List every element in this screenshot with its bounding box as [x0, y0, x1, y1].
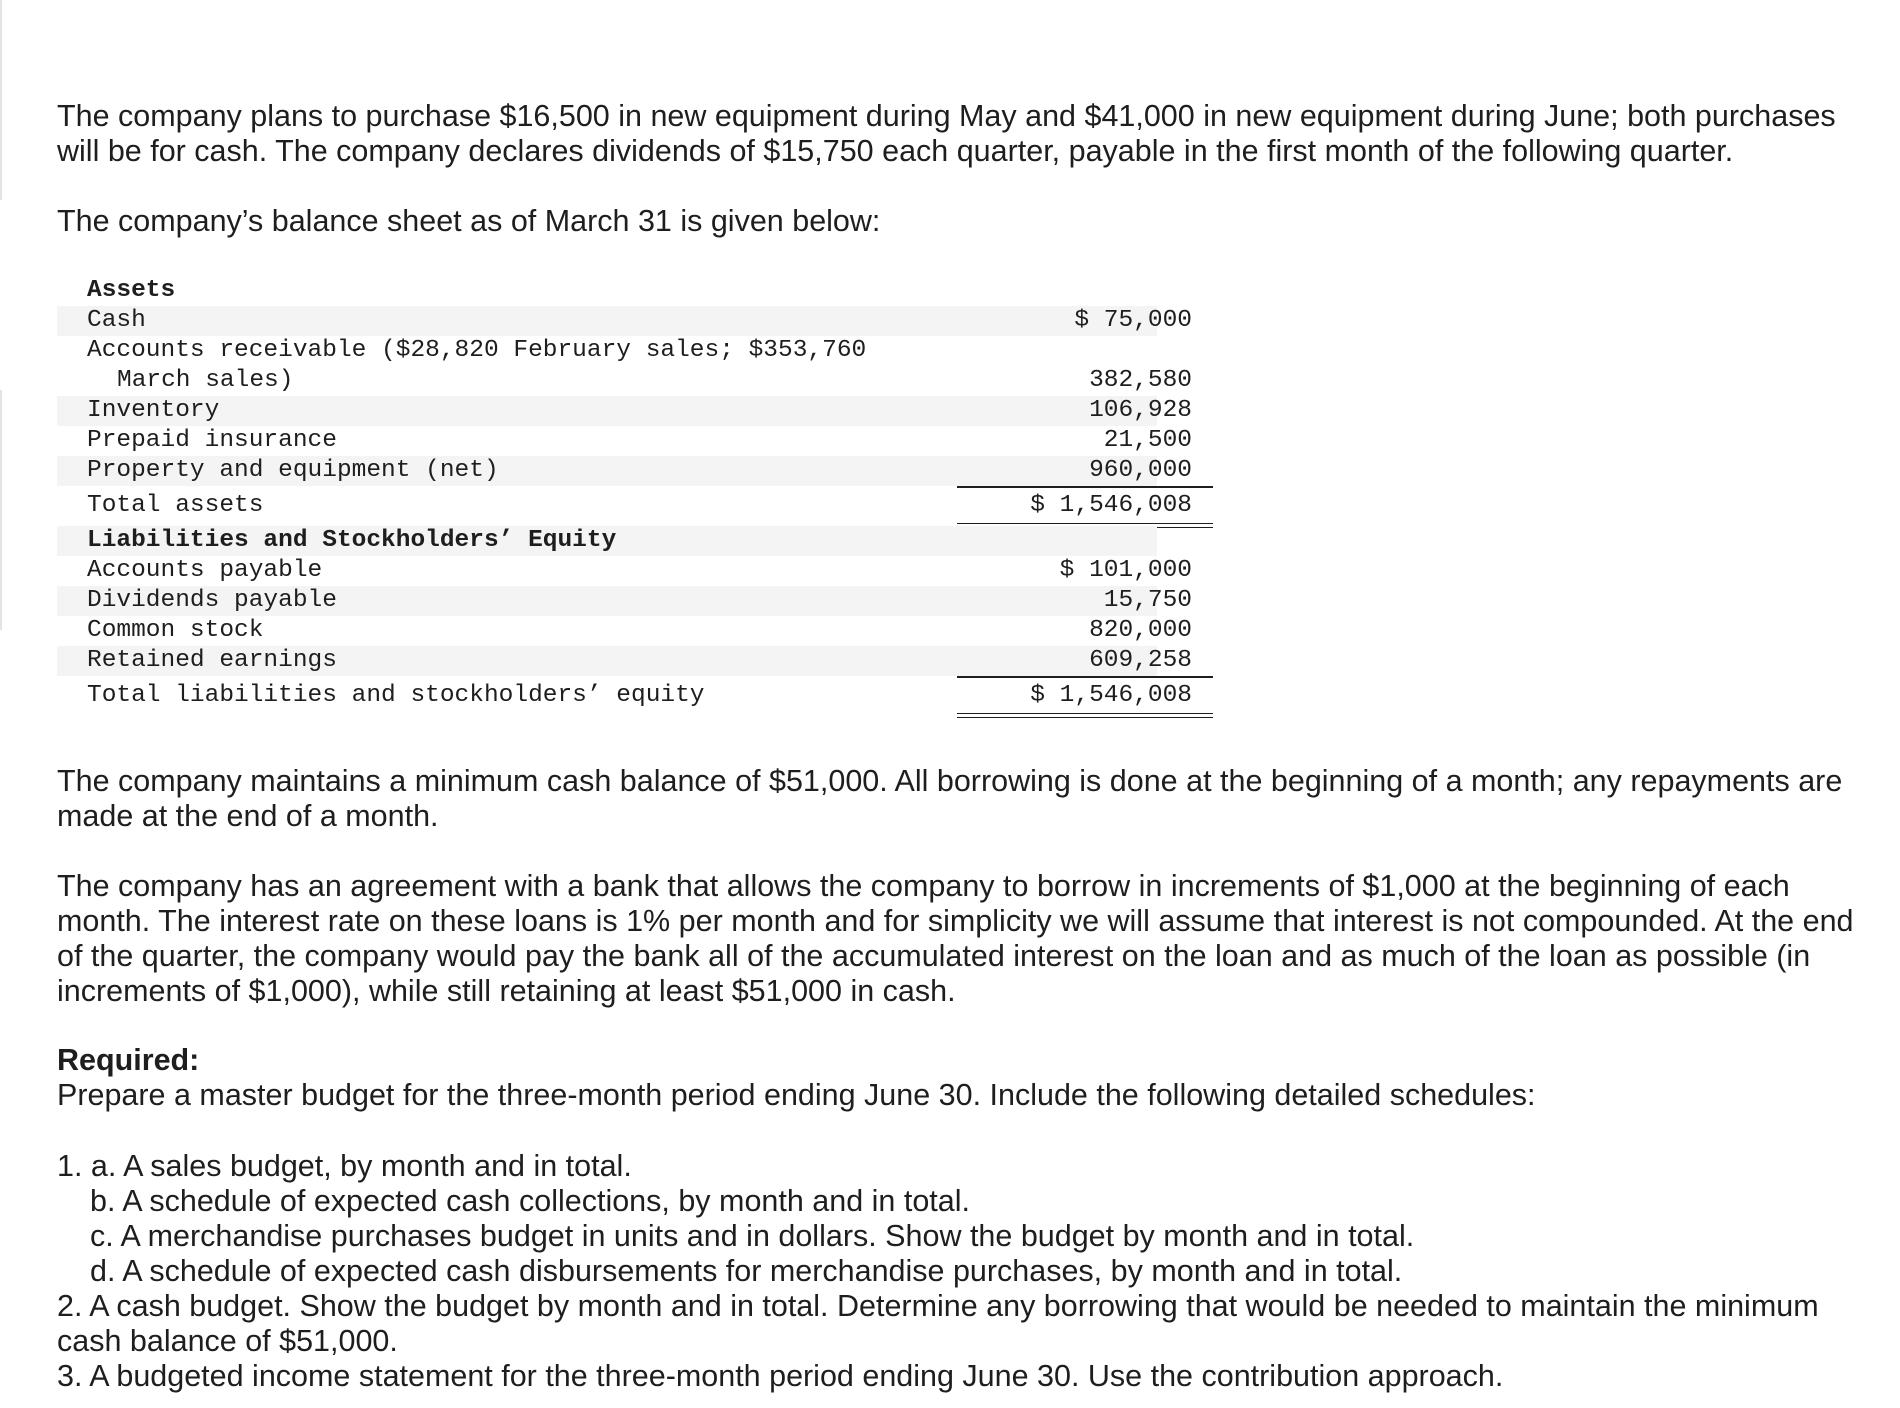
bs-label: Accounts payable — [87, 557, 323, 584]
balance-sheet-intro — [57, 204, 1900, 239]
bs-row-ar-line2 — [57, 366, 1192, 396]
bs-row-prepaid — [57, 426, 1192, 456]
bs-row-retained-earnings — [57, 646, 1192, 676]
required-title: Required: — [57, 1043, 200, 1077]
left-edge-rule — [0, 390, 2, 630]
bs-amount: 960,000 — [1089, 457, 1192, 484]
bs-label: Total liabilities and stockholders’ equity — [87, 682, 705, 709]
bs-amount: 106,928 — [1089, 397, 1192, 424]
bs-label: Total assets — [87, 492, 264, 519]
bs-row-ar-line1 — [57, 336, 1157, 366]
required-item: 1. a. A sales budget, by month and in total. — [57, 1149, 632, 1183]
intro-paragraph — [57, 99, 1900, 169]
bs-label: March sales) — [117, 367, 294, 394]
required-item: d. A schedule of expected cash disbursements for merchandise purchases, by month and in total. — [90, 1254, 1403, 1288]
bs-label: Prepaid insurance — [87, 427, 337, 454]
bank-line: month. The interest rate on these loans is 1% per month and for simplicity we will assume that interest is not compounded. At the end — [57, 904, 1854, 938]
required-item: cash balance of $51,000. — [57, 1324, 398, 1358]
bs-amount: $ 101,000 — [1059, 557, 1192, 584]
required-item: c. A merchandise purchases budget in units and in dollars. Show the budget by month and in total. — [90, 1219, 1415, 1253]
bs-row-cash — [57, 306, 1192, 336]
intro-line: will be for cash. The company declares dividends of $15,750 each quarter, payable in the first month of the following quarter. — [57, 134, 1734, 168]
bs-amount: $ 1,546,008 — [1030, 682, 1192, 709]
bs-label: Cash — [87, 307, 146, 334]
min-cash-paragraph — [57, 764, 1900, 834]
required-list — [57, 1149, 1900, 1394]
bs-label: Common stock — [87, 617, 264, 644]
min-cash-line: The company maintains a minimum cash balance of $51,000. All borrowing is done at the beginning of a month; any repayments are — [57, 764, 1843, 798]
bs-row-total-le — [57, 676, 1192, 716]
total-double-rule — [957, 713, 1213, 718]
bs-label: Dividends payable — [87, 587, 337, 614]
bank-paragraph — [57, 869, 1900, 1009]
bs-row-property — [57, 456, 1192, 486]
bank-line: of the quarter, the company would pay the bank all of the accumulated interest on the loan and as much of the loan as possible (in — [57, 939, 1811, 973]
bs-row-dividends — [57, 586, 1192, 616]
intro-line: The company plans to purchase $16,500 in new equipment during May and $41,000 in new equipment during June; both purchases — [57, 99, 1836, 133]
required-item: b. A schedule of expected cash collections, by month and in total. — [90, 1184, 970, 1218]
required-item: 3. A budgeted income statement for the three-month period ending June 30. Use the contribution approach. — [57, 1359, 1504, 1393]
bs-amount: 15,750 — [1103, 587, 1192, 614]
bs-assets-heading-row — [57, 276, 1157, 306]
min-cash-line: made at the end of a month. — [57, 799, 439, 833]
bs-assets-heading: Assets — [87, 277, 176, 304]
bs-row-total-assets — [57, 486, 1192, 526]
bs-amount: 820,000 — [1089, 617, 1192, 644]
bs-label: Inventory — [87, 397, 220, 424]
bs-row-common-stock — [57, 616, 1192, 646]
bs-liab-heading: Liabilities and Stockholders’ Equity — [87, 527, 617, 554]
bs-amount: $ 1,546,008 — [1030, 492, 1192, 519]
bs-amount: $ 75,000 — [1074, 307, 1192, 334]
required-intro: Prepare a master budget for the three-month period ending June 30. Include the following detailed schedules: — [57, 1078, 1536, 1112]
bs-amount: 21,500 — [1103, 427, 1192, 454]
required-section — [57, 1043, 1900, 1113]
bs-label: Property and equipment (net) — [87, 457, 499, 484]
bs-label: Accounts receivable ($28,820 February sales; $353,760 — [87, 337, 867, 364]
bs-row-ap — [57, 556, 1192, 586]
bs-amount: 382,580 — [1089, 367, 1192, 394]
bs-amount: 609,258 — [1089, 647, 1192, 674]
bs-row-inventory — [57, 396, 1192, 426]
bank-line: increments of $1,000), while still retaining at least $51,000 in cash. — [57, 974, 956, 1008]
balance-sheet — [57, 276, 1192, 716]
bs-liab-heading-row — [57, 526, 1157, 556]
left-edge-rule — [0, 0, 2, 200]
balance-sheet-intro-text: The company’s balance sheet as of March 31 is given below: — [57, 204, 881, 238]
bs-label: Retained earnings — [87, 647, 337, 674]
required-item: 2. A cash budget. Show the budget by month and in total. Determine any borrowing that would be needed to maintain the minimum — [57, 1289, 1819, 1323]
bank-line: The company has an agreement with a bank that allows the company to borrow in increments of $1,000 at the beginning of each — [57, 869, 1790, 903]
